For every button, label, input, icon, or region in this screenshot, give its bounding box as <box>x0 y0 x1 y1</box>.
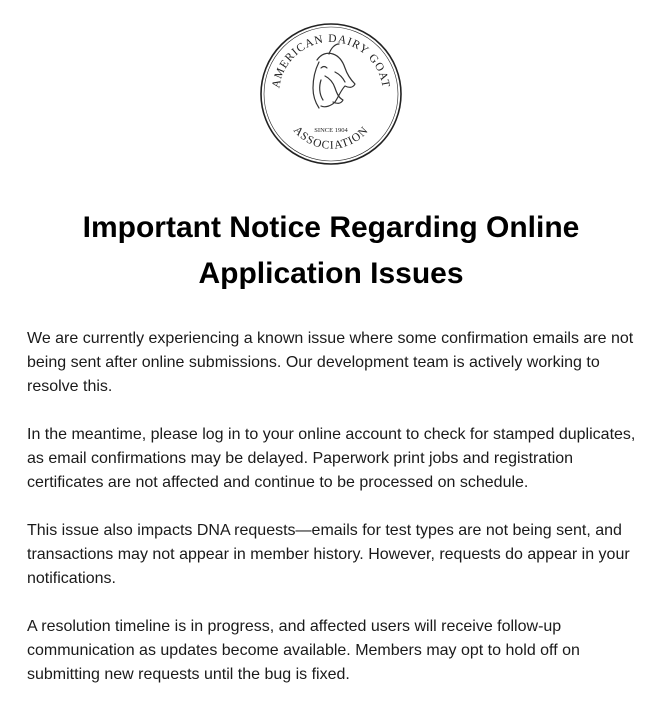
logo-arc-bottom: ASSOCIATION <box>290 124 372 152</box>
notice-paragraph: We are currently experiencing a known issue where some confirmation emails are not being sent after online submissions. Our development team is actively working to resolve this. <box>27 330 634 395</box>
adga-seal-icon <box>255 18 407 170</box>
logo-since: SINCE 1904 <box>314 127 348 134</box>
notice-title: Important Notice Regarding Online Application Issues <box>82 211 580 290</box>
notice-body <box>27 327 647 711</box>
notice-paragraph: This issue also impacts DNA requests—emails for test types are not being sent, and transactions may not appear in member history. However, requests do appear in your notifications. <box>27 522 630 587</box>
notice-paragraph: A resolution timeline is in progress, and affected users will receive follow-up communication as updates become available. Members may opt to hold off on submitting new requests until the bug is fixed. <box>27 618 580 683</box>
adga-logo <box>255 18 407 170</box>
notice-paragraph: In the meantime, please log in to your online account to check for stamped duplicates, as email confirmations may be delayed. Paperwork print jobs and registration certificates are not affected and continue to be processed on schedule. <box>27 426 636 491</box>
logo-arc-top: AMERICAN DAIRY GOAT <box>270 32 392 90</box>
